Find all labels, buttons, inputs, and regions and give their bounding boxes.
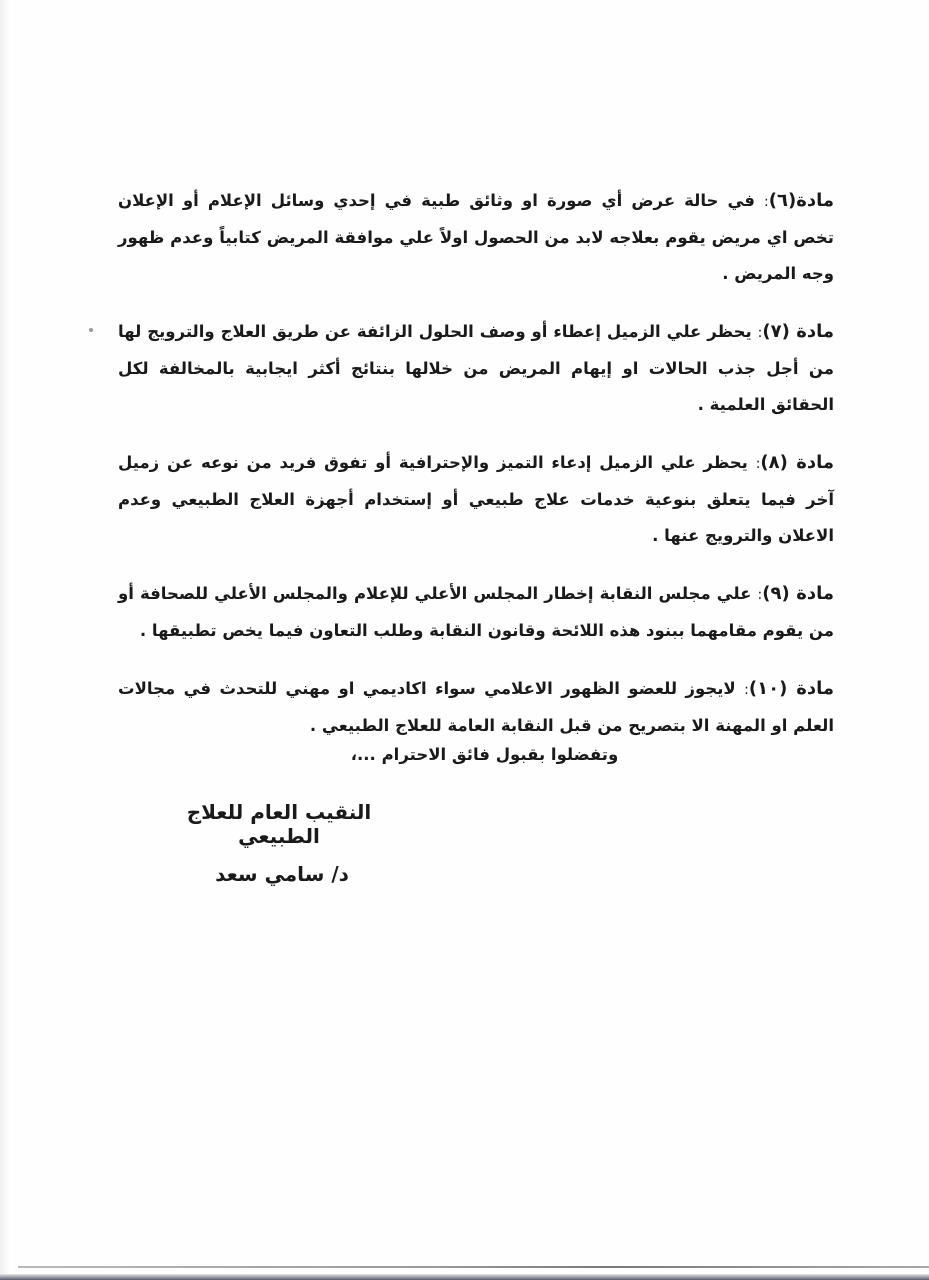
article-text: في حالة عرض أي صورة او وثائق طبية في إحدي وسائل الإعلام أو الإعلان تخص اي مريض يقوم بعلاجه لابد من الحصول اولاً علي موافقة المريض كتابياً وعدم ظهور وجه المريض . [118,191,834,283]
article-7 [118,314,834,423]
scan-speck [89,328,93,332]
article-separator: : [757,325,763,341]
signature-name: د/ سامي سعد [215,862,349,886]
article-10 [118,671,834,744]
article-separator: : [757,587,763,603]
scan-bottom-edge-line [18,1266,929,1268]
article-text: لايجوز للعضو الظهور الاعلامي سواء اكاديمي او مهني للتحدث في مجالات العلم او المهنة الا بتصريح من قبل النقابة العامة للعلاج الطبيعي . [118,679,834,735]
article-text: يحظر علي الزميل إدعاء التميز والإحترافية أو تفوق فريد من نوعه عن زميل آخر فيما يتعلق بنوعية خدمات علاج طبيعي أو إستخدام أجهزة العلاج الطبيعي وعدم الاعلان والترويج عنها . [118,453,834,545]
closing-salutation: وتفضلوا بقبول فائق الاحترام ...، [350,745,619,764]
article-label: مادة(٦) [768,190,834,211]
article-label: مادة (٩) [762,583,835,604]
article-text: علي مجلس النقابة إخطار المجلس الأعلي للإعلام والمجلس الأعلي للصحافة أو من يقوم مقامهما ببنود هذه اللائحة وقانون النقابة وطلب التعاون فيما يخص تطبيقها . [118,584,834,640]
signature-title: النقيب العام للعلاج الطبيعي [186,800,372,848]
article-separator: : [755,456,761,472]
article-6 [118,183,834,292]
article-separator: : [764,194,769,210]
article-label: مادة (٧) [762,321,834,342]
article-separator: : [744,682,749,698]
article-label: مادة (١٠) [748,678,834,699]
scan-bottom-edge-band [0,1274,929,1280]
articles-section [118,183,834,766]
article-9 [118,576,834,649]
article-8 [118,445,834,554]
article-text: يحظر علي الزميل إعطاء أو وصف الحلول الزائفة عن طريق العلاج والترويج لها من أجل جذب الحالات او إيهام المريض من خلالها بنتائج أكثر ايجابية بالمخالفة لكل الحقائق العلمية . [118,322,834,414]
scan-left-edge-shadow [0,0,10,1280]
article-label: مادة (٨) [760,452,834,473]
